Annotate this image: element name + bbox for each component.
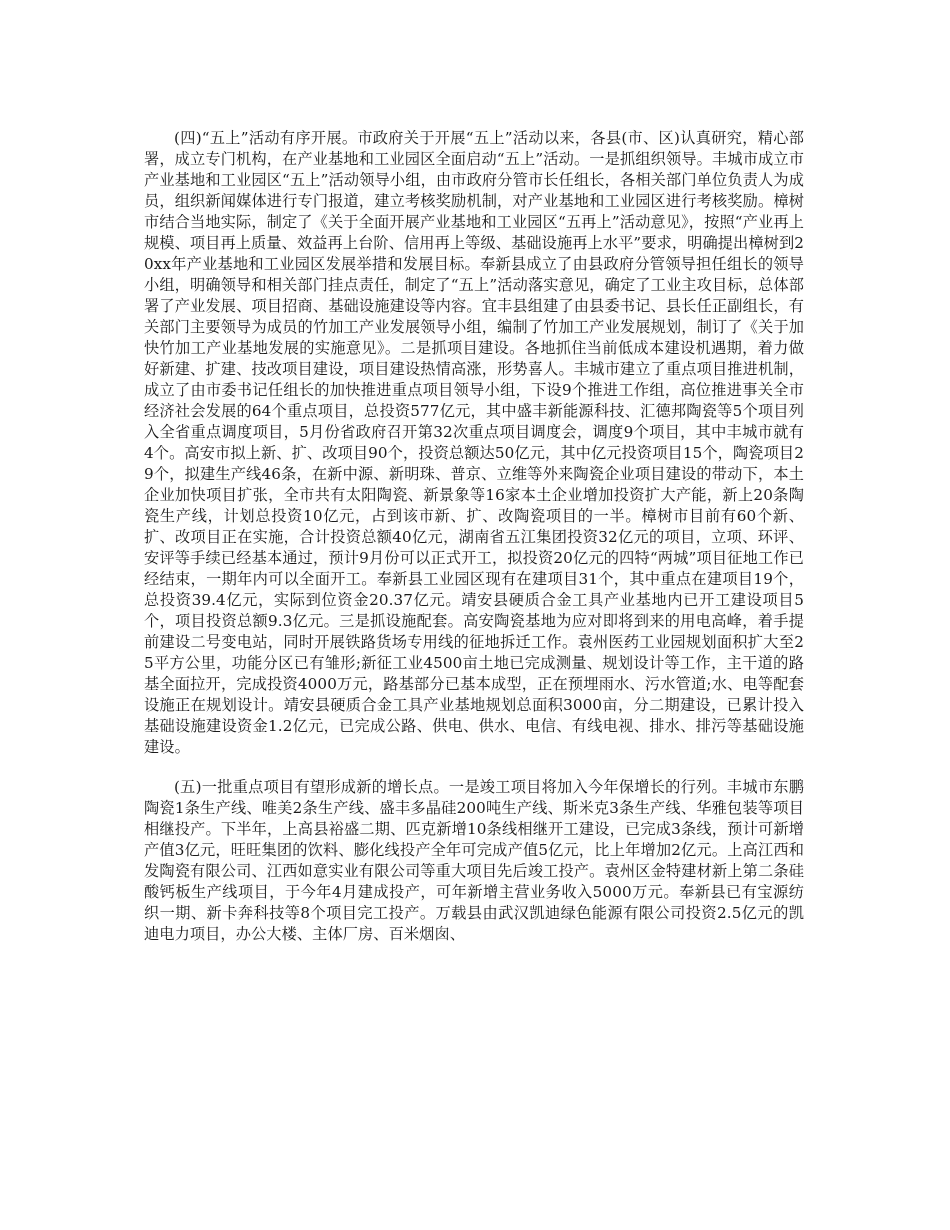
- paragraph-section-4: (四)“五上”活动有序开展。市政府关于开展“五上”活动以来，各县(市、区)认真研究，精心部署，成立专门机构，在产业基地和工业园区全面启动“五上”活动。一是抓组织领导。丰城市成立市产业基地和工业园区“五上”活动领导小组，由市政府分管市长任组长，各相关部门单位负责人为成员，组织新闻媒体进行专门报道，建立考核奖励机制，对产业基地和工业园区进行考核奖励。樟树市结合当地实际，制定了《关于全面开展产业基地和工业园区“五再上”活动意见》，按照“产业再上规模、项目再上质量、效益再上台阶、信用再上等级、基础设施再上水平”要求，明确提出樟树到20xx年产业基地和工业园区发展举措和发展目标。奉新县成立了由县政府分管领导担任组长的领导小组，明确领导和相关部门挂点责任，制定了“五上”活动落实意见，确定了工业主攻目标，总体部署了产业发展、项目招商、基础设施建设等内容。宜丰县组建了由县委书记、县长任正副组长，有关部门主要领导为成员的竹加工产业发展领导小组，编制了竹加工产业发展规划，制订了《关于加快竹加工产业基地发展的实施意见》。二是抓项目建设。各地抓住当前低成本建设机遇期，着力做好新建、扩建、技改项目建设，项目建设热情高涨，形势喜人。丰城市建立了重点项目推进机制，成立了由市委书记任组长的加快推进重点项目领导小组，下设9个推进工作组，高位推进事关全市经济社会发展的64个重点项目，总投资577亿元，其中盛丰新能源科技、汇德邦陶瓷等5个项目列入全省重点调度项目，5月份省政府召开第32次重点项目调度会，调度9个项目，其中丰城市就有4个。高安市拟上新、扩、改项目90个，投资总额达50亿元，其中亿元投资项目15个，陶瓷项目29个，拟建生产线46条，在新中源、新明珠、普京、立维等外来陶瓷企业项目建设的带动下，本土企业加快项目扩张，全市共有太阳陶瓷、新景象等16家本土企业增加投资扩大产能，新上20条陶瓷生产线，计划总投资10亿元，占到该市新、扩、改陶瓷项目的一半。樟树市目前有60个新、扩、改项目正在实施，合计投资总额40亿元，湖南省五江集团投资32亿元的项目，立项、环评、安评等手续已经基本通过，预计9月份可以正式开工，拟投资20亿元的四特“两城”项目征地工作已经结束，一期年内可以全面开工。奉新县工业园区现有在建项目31个，其中重点在建项目19个，总投资39.4亿元，实际到位资金20.37亿元。靖安县硬质合金工具产业基地内已开工建设项目5个，项目投资总额9.3亿元。三是抓设施配套。高安陶瓷基地为应对即将到来的用电高峰，着手提前建设二号变电站，同时开展铁路货场专用线的征地拆迁工作。袁州医药工业园规划面积扩大至25平方公里，功能分区已有雏形;新征工业4500亩土地已完成测量、规划设计等工作，主干道的路基全面拉开，完成投资4000万元，路基部分已基本成型，正在预埋雨水、污水管道;水、电等配套设施正在规划设计。靖安县硬质合金工具产业基地规划总面积3000亩，分二期建设，已累计投入基础设施建设资金1.2亿元，已完成公路、供电、供水、电信、有线电视、排水、排污等基础设施建设。: [144, 129, 804, 756]
- paragraph-section-5: (五)一批重点项目有望形成新的增长点。一是竣工项目将加入今年保增长的行列。丰城市东鹏陶瓷1条生产线、唯美2条生产线、盛丰多晶硅200吨生产线、斯米克3条生产线、华雅包装等项目相继投产。下半年，上高县裕盛二期、匹克新增10条线相继开工建设，已完成3条线，预计可新增产值3亿元，旺旺集团的饮料、膨化线投产全年可完成产值5亿元，比上年增加2亿元。上高江西和发陶瓷有限公司、江西如意实业有限公司等重大项目先后竣工投产。袁州区金特建材新上第二条硅酸钙板生产线项目，于今年4月建成投产，可年新增主营业务收入5000万元。奉新县已有宝源纺织一期、新卡奔科技等8个项目完工投产。万载县由武汉凯迪绿色能源有限公司投资2.5亿元的凯迪电力项目，办公大楼、主体厂房、百米烟囱、: [144, 778, 804, 943]
- document-body: [144, 128, 804, 945]
